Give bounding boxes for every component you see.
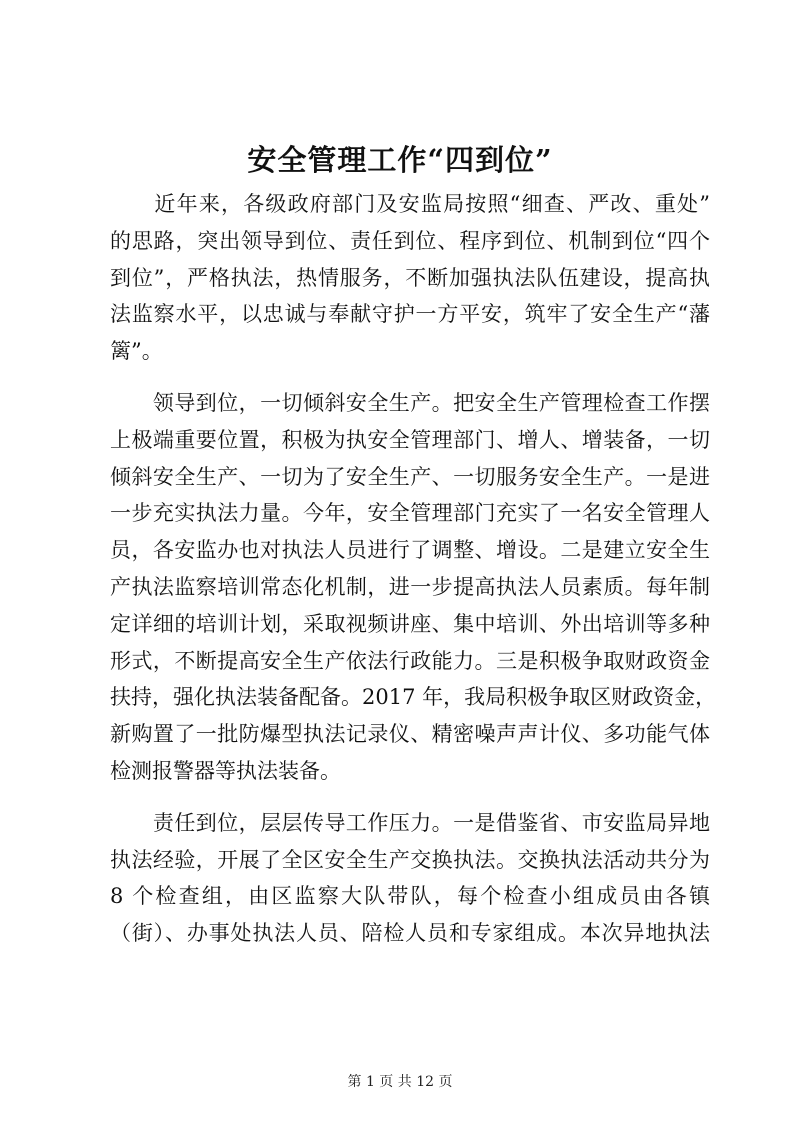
text-line: 新购置了一批防爆型执法记录仪、精密噪声声计仪、多功能气体: [110, 722, 710, 747]
text-line: （街）、办事处执法人员、陪检人员和专家组成。本次异地执法: [110, 921, 710, 946]
text-line: 产执法监察培训常态化机制，进一步提高执法人员素质。每年制: [110, 574, 710, 599]
text-line: 责任到位，层层传导工作压力。一是借鉴省、市安监局异地: [110, 810, 710, 835]
text-line: 篱”。: [110, 339, 163, 364]
text-line: 扶持，强化执法装备配备。2017 年，我局积极争取区财政资金，: [110, 685, 717, 710]
text-line: 上极端重要位置，积极为执安全管理部门、增人、增装备，一切: [110, 427, 710, 452]
paragraph-1: [110, 186, 710, 370]
paragraph-spacer: [110, 370, 710, 385]
text-line: 形式，不断提高安全生产依法行政能力。三是积极争取财政资金: [110, 648, 710, 673]
text-line: 法监察水平，以忠诚与奉献守护一方平安，筑牢了安全生产“藩: [110, 302, 710, 327]
paragraph-2: [110, 385, 717, 790]
text-line: 员，各安监办也对执法人员进行了调整、增设。二是建立安全生: [110, 538, 710, 563]
text-line: 检测报警器等执法装备。: [110, 758, 341, 783]
paragraph-spacer: [110, 790, 710, 805]
text-line: 一步充实执法力量。今年，安全管理部门充实了一名安全管理人: [110, 501, 710, 526]
text-line: 倾斜安全生产、一切为了安全生产、一切服务安全生产。一是进: [110, 464, 710, 489]
text-line: 执法经验，开展了全区安全生产交换执法。交换执法活动共分为: [110, 847, 710, 872]
page-number-footer: 第 1 页 共 12 页: [347, 1074, 453, 1090]
document-body: [110, 186, 717, 952]
text-line: 的思路，突出领导到位、责任到位、程序到位、机制到位“四个: [110, 228, 710, 253]
text-line: 领导到位，一切倾斜安全生产。把安全生产管理检查工作摆: [110, 390, 710, 415]
text-line: 近年来，各级政府部门及安监局按照“细查、严改、重处”: [110, 192, 710, 216]
document-title: 安全管理工作“四到位”: [247, 143, 553, 177]
text-line: 8 个检查组，由区监察大队带队，每个检查小组成员由各镇: [110, 884, 710, 909]
text-line: 到位”，严格执法，热情服务，不断加强执法队伍建设，提高执: [110, 265, 710, 290]
paragraph-3: [110, 805, 710, 952]
text-line: 定详细的培训计划，采取视频讲座、集中培训、外出培训等多种: [110, 611, 710, 636]
